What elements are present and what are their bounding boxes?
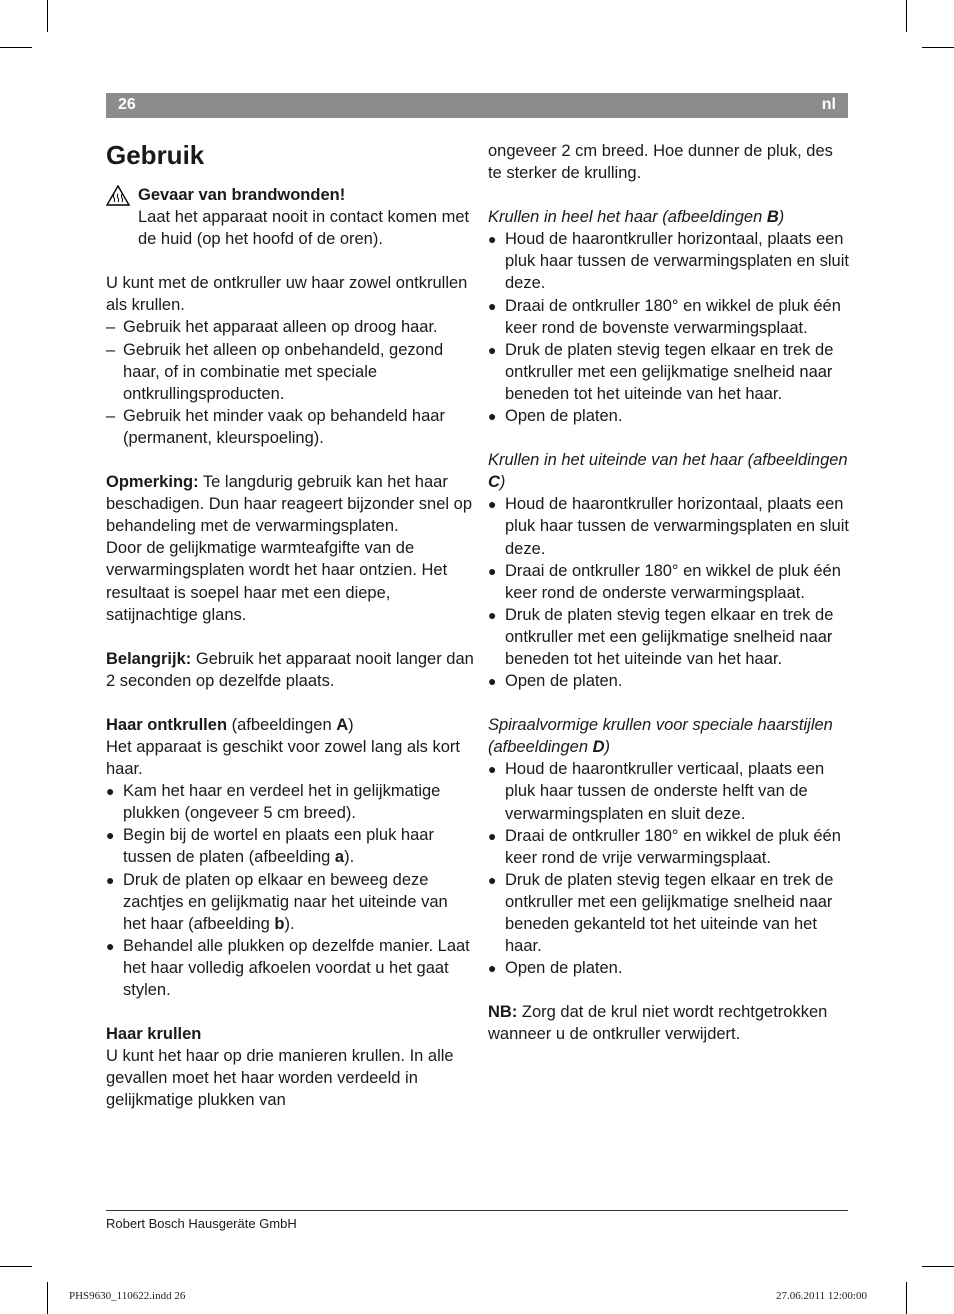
crop-mark (0, 1266, 32, 1267)
opmerking-text-2: Door de gelijkmatige warmteafgifte van de verwarmingsplaten wordt het haar ontzien. Het resultaat is soepel haar met een diepe, satijnachtige glans. (106, 539, 448, 624)
figure-ref-letter: a (334, 848, 345, 867)
ontkrullen-heading-text: Haar ontkrullen (106, 715, 228, 734)
figure-ref-text: ) (348, 715, 354, 734)
left-column (106, 140, 474, 1111)
list-item: ● Druk de platen stevig tegen elkaar en trek de ontkruller met een gelijkmatige snelheid naar beneden tot het uiteinde van het haar. (488, 339, 850, 405)
section-title-text: ) (778, 208, 785, 227)
list-item (106, 780, 474, 824)
list-item: – Gebruik het alleen op onbehandeld, gezond haar, of in combinatie met speciale ontkrullingsproducten. (106, 339, 474, 405)
crop-mark (906, 0, 907, 32)
step-text: ). (344, 848, 355, 867)
figure-ref-letter: A (336, 715, 349, 734)
list-item: ● Houd de haarontkruller horizontaal, plaats een pluk haar tussen de verwarmingsplaten en sluit deze. (488, 493, 850, 559)
list-item: ● Open de platen. (488, 670, 850, 692)
right-column (488, 140, 850, 1045)
list-item: ● Draai de ontkruller 180° en wikkel de pluk één keer rond de vrije verwarmingsplaat. (488, 825, 850, 869)
section-title (488, 449, 850, 493)
list-item: – Gebruik het minder vaak op behandeld haar (permanent, kleurspoeling). (106, 405, 474, 449)
page-number: 26 (118, 96, 136, 113)
list-item: ● Houd de haarontkruller verticaal, plaats een pluk haar tussen de onderste helft van de verwarmingsplaten en sluit deze. (488, 758, 850, 824)
section-steps (488, 493, 850, 692)
warning-text: Laat het apparaat nooit in contact komen met de huid (op het hoofd of de oren). (138, 208, 470, 249)
step-text: Behandel alle plukken op dezelfde manier. Laat het haar volledig afkoelen voordat u het gaat stylen. (123, 936, 470, 999)
ontkrullen-heading (106, 714, 474, 736)
crop-mark (922, 1266, 954, 1267)
crop-mark (906, 1282, 907, 1314)
list-item: ● Draai de ontkruller 180° en wikkel de pluk één keer rond de bovenste verwarmingsplaat. (488, 295, 850, 339)
list-item: ● Open de platen. (488, 405, 850, 427)
opmerking-label: Opmerking: (106, 473, 199, 492)
crop-mark (47, 1282, 48, 1314)
belangrijk-text: Gebruik het apparaat nooit langer dan 2 seconden op dezelfde plaats. (106, 649, 474, 690)
figure-ref-letter: D (592, 738, 605, 757)
nb-text: Zorg dat de krul niet wordt rechtgetrokken wanneer u de ontkruller verwijdert. (488, 1003, 828, 1044)
section-title (488, 714, 850, 758)
crop-mark (0, 47, 32, 48)
warning-block (106, 184, 474, 250)
step-text: Begin bij de wortel en plaats een pluk haar tussen de platen (afbeelding (123, 826, 434, 867)
slug-datetime: 27.06.2011 12:00:00 (776, 1290, 867, 1302)
step-text: Druk de platen op elkaar en beweeg deze zachtjes en gelijkmatig naar het uiteinde van het haar (afbeelding (123, 870, 448, 933)
krullen-heading: Haar krullen (106, 1025, 202, 1044)
list-item (106, 824, 474, 868)
list-item (106, 869, 474, 935)
list-item: ● Open de platen. (488, 957, 850, 979)
usage-dash-list (106, 316, 474, 449)
list-item: – Gebruik het apparaat alleen op droog haar. (106, 316, 474, 338)
list-item: ● Druk de platen stevig tegen elkaar en trek de ontkruller met een gelijkmatige snelheid naar beneden tot het uiteinde van het haar. (488, 604, 850, 670)
step-text: Kam het haar en verdeel het in gelijkmatige plukken (ongeveer 5 cm breed). (123, 782, 441, 823)
footer-rule (106, 1210, 848, 1211)
list-item: ● Druk de platen stevig tegen elkaar en trek de ontkruller met een gelijkmatige snelheid naar beneden gekanteld tot het uiteinde van het haar. (488, 869, 850, 957)
section-title-text: Krullen in het uiteinde van het haar (afbeeldingen (488, 451, 848, 470)
intro-text: U kunt met de ontkruller uw haar zowel ontkrullen als krullen. (106, 274, 468, 315)
language-code: nl (821, 96, 836, 113)
opmerking-text: Te langdurig gebruik kan het haar beschadigen. Dun haar reageert bijzonder snel op behandeling met de verwarmingsplaten. (106, 473, 472, 536)
nb-paragraph (488, 1001, 850, 1045)
ontkrullen-steps (106, 780, 474, 1001)
belangrijk-label: Belangrijk: (106, 649, 192, 668)
section-title-text: Krullen in heel het haar (afbeeldingen (488, 208, 767, 227)
page-title: Gebruik (106, 140, 205, 170)
krullen-text-continued: ongeveer 2 cm breed. Hoe dunner de pluk, des te sterker de krulling. (488, 142, 833, 183)
ontkrullen-intro: Het apparaat is geschikt voor zowel lang als kort haar. (106, 737, 461, 779)
step-text: ). (284, 914, 295, 933)
section-title-text: ) (499, 473, 506, 492)
warning-heat-icon (106, 185, 130, 206)
list-item: ● Houd de haarontkruller horizontaal, plaats een pluk haar tussen de verwarmingsplaten en sluit deze. (488, 228, 850, 294)
section-title (488, 206, 850, 228)
section-title-text: ) (604, 738, 611, 757)
belangrijk-paragraph (106, 648, 474, 692)
section-steps (488, 758, 850, 979)
list-item (106, 935, 474, 1001)
figure-ref-text: (afbeeldingen (227, 715, 337, 734)
figure-ref-letter: b (274, 914, 285, 933)
nb-label: NB: (488, 1003, 518, 1022)
crop-mark (922, 47, 954, 48)
krullen-text: U kunt het haar op drie manieren krullen. In alle gevallen moet het haar worden verdeeld in gelijkmatige plukken van (106, 1047, 454, 1110)
list-item: ● Draai de ontkruller 180° en wikkel de pluk één keer rond de onderste verwarmingsplaat. (488, 560, 850, 604)
slug-file: PHS9630_110622.indd 26 (69, 1290, 186, 1302)
crop-mark (47, 0, 48, 32)
section-title-text: Spiraalvormige krullen voor speciale haarstijlen (afbeeldingen (488, 716, 833, 757)
footer-company: Robert Bosch Hausgeräte GmbH (106, 1216, 297, 1231)
section-steps (488, 228, 850, 427)
opmerking-paragraph (106, 471, 474, 537)
figure-ref-letter: C (488, 473, 500, 492)
figure-ref-letter: B (766, 208, 779, 227)
page-header-bar (106, 93, 848, 118)
warning-heading: Gevaar van brandwonden! (138, 186, 346, 204)
